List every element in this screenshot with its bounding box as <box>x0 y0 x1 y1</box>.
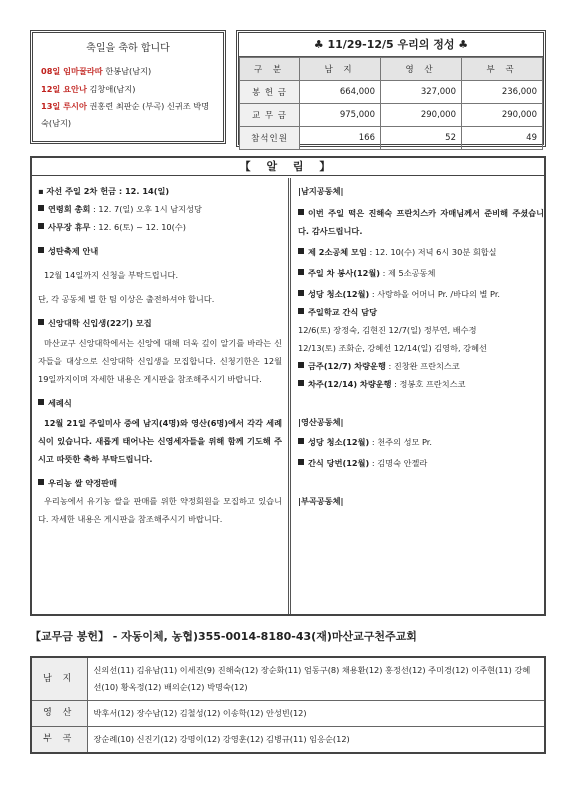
parish-meeting-item: 연령회 총회 : 12. 7(일) 오후 1시 남지성당 <box>38 200 282 218</box>
table-row <box>240 104 543 127</box>
bullet-square-icon <box>298 308 304 314</box>
feast-date-saint: 12일 요안나 <box>41 83 87 94</box>
row-label: 봉 헌 금 <box>240 81 300 104</box>
offerings-header: 구 분 <box>240 58 300 81</box>
college-text: 마산교구 신앙대학에서는 신앙에 대해 더욱 깊이 알기를 바라는 신자들을 대상으로 신앙대학 신입생을 모집합니다. 신청기한은 12월 19일까지이며 자세한 내용은 게시판을 참조해주시기 바랍니다. <box>38 338 282 384</box>
announcements-right-column <box>298 182 544 512</box>
offerings-header: 영 산 <box>381 58 462 81</box>
group-label: 남 지 <box>31 657 87 701</box>
cell-value: 975,000 <box>300 104 381 127</box>
college-title: 신앙대학 신입생(22기) 모집 <box>38 314 282 332</box>
feast-day-box <box>30 30 226 144</box>
namji-service-item: 주일 차 봉사(12월) : 제 5소공동체 <box>298 264 544 282</box>
christmas-title: 성탄축제 안내 <box>38 242 282 260</box>
namji-meeting-item: 제 2소공체 모임 : 12. 10(수) 저녁 6시 30분 회합실 <box>298 243 544 261</box>
cell-value: 290,000 <box>381 104 462 127</box>
rice-title: 우리농 쌀 약정판매 <box>38 474 282 492</box>
feast-date-saint: 08일 임마꿀라따 <box>41 66 103 76</box>
offerings-header-row <box>240 58 543 81</box>
bugok-group-title: |부곡공동체| <box>298 496 344 506</box>
yeongsan-group-title: |영산공동체| <box>298 417 344 427</box>
bullet-square-icon <box>38 223 44 229</box>
namji-snack-title: 주일학교 간식 담당 <box>298 303 544 321</box>
feast-title: 축일을 축하 합니다 <box>86 43 170 54</box>
bullet-square-icon <box>38 479 44 485</box>
namji-snack-line: 12/6(토) 장정숙, 김현진 12/7(일) 정부연, 배수정 <box>298 325 477 335</box>
contributor-names: 신의선(11) 김유남(11) 이세진(9) 진해숙(12) 장순화(11) 엄동구(8) 채용환(12) 홍정선(12) 주미경(12) 이주현(11) 강혜선(10) 황옥정(12) 배의순(12) 박명숙(12) <box>87 657 545 701</box>
second-collection-item: ▪ 자선 주일 2차 헌금 : 12. 14(일) <box>38 186 170 196</box>
group-label: 영 산 <box>31 701 87 727</box>
table-row <box>240 127 543 150</box>
yeongsan-snack-item: 간식 당번(12월) : 김명숙 안젤라 <box>298 454 544 472</box>
offerings-box <box>236 30 546 147</box>
group-label: 부 곡 <box>31 727 87 754</box>
feast-names: 한봉남(남지) <box>105 66 152 76</box>
cell-value: 290,000 <box>462 104 543 127</box>
announcements-header: 【 알 림 】 <box>32 158 544 176</box>
row-label: 참석인원 <box>240 127 300 150</box>
namji-snack-line: 12/13(토) 조화순, 강혜선 12/14(일) 김영하, 강혜선 <box>298 343 487 353</box>
table-row <box>31 701 545 727</box>
feast-line <box>41 81 215 99</box>
bullet-square-icon <box>298 438 304 444</box>
rice-text: 우리농에서 유기농 쌀을 판매를 위한 약정회원을 모집하고 있습니다. 자세한 내용은 게시판을 참조해주시기 바랍니다. <box>38 496 282 524</box>
cell-value: 166 <box>300 127 381 150</box>
feast-date-saint: 13일 루시아 <box>41 101 87 111</box>
namji-clean-item: 성당 청소(12월) : 사랑하올 어머니 Pr. /바다의 별 Pr. <box>298 285 544 303</box>
bullet-square-icon <box>298 269 304 275</box>
offerings-table <box>239 57 543 150</box>
announcements-left-column <box>38 182 282 528</box>
row-label: 교 무 금 <box>240 104 300 127</box>
table-row <box>31 657 545 701</box>
feast-line <box>41 98 215 132</box>
feast-names: 권홍련 최판순 (부곡) 신귀조 박명숙(남지) <box>41 101 210 128</box>
table-row <box>240 81 543 104</box>
contributor-names: 박후서(12) 장수남(12) 김철성(12) 이송학(12) 안성빈(12) <box>87 701 545 727</box>
bullet-square-icon <box>38 247 44 253</box>
cell-value: 49 <box>462 127 543 150</box>
bullet-square-icon <box>298 380 304 386</box>
cell-value: 236,000 <box>462 81 543 104</box>
bullet-square-icon <box>298 248 304 254</box>
baptism-text: 12월 21일 주일미사 중에 남지(4명)와 영산(6명)에서 각각 세례식이 있습니다. 새롭게 태어나는 신영세자들을 위해 함께 기도해 주시고 따뜻한 축하 부탁드립니다. <box>38 418 282 464</box>
bullet-square-icon <box>38 399 44 405</box>
bullet-square-icon <box>298 459 304 465</box>
column-divider <box>288 178 291 614</box>
announcements-box <box>30 156 546 616</box>
table-row <box>31 727 545 754</box>
cell-value: 664,000 <box>300 81 381 104</box>
christmas-text: 12월 14일까지 신청을 부탁드립니다. <box>44 270 179 280</box>
bullet-square-icon <box>298 362 304 368</box>
account-info: 【교무금 봉헌】 - 자동이체, 농협)355-0014-8180-43(재)마산교구천주교회 <box>30 630 417 643</box>
offerings-header: 부 곡 <box>462 58 543 81</box>
cell-value: 52 <box>381 127 462 150</box>
christmas-text-2: 단, 각 공동체 별 한 팀 이상은 출전하셔야 합니다. <box>38 294 215 304</box>
offerings-title: ♣ 11/29-12/5 우리의 정성 ♣ <box>239 33 543 57</box>
namji-drive-item: 차주(12/14) 차량운행 : 정봉호 프란치스코 <box>298 375 544 393</box>
yeongsan-clean-item: 성당 청소(12월) : 천주의 성모 Pr. <box>298 433 544 451</box>
feast-names: 김창애(남지) <box>89 83 136 94</box>
bullet-square-icon <box>298 209 304 215</box>
offerings-header: 남 지 <box>300 58 381 81</box>
cell-value: 327,000 <box>381 81 462 104</box>
namji-group-title: |남지공동체| <box>298 186 344 196</box>
bullet-square-icon <box>38 319 44 325</box>
feast-line <box>41 63 215 81</box>
office-hours-item: 사무장 휴무 : 12. 6(토) ~ 12. 10(수) <box>38 218 282 236</box>
bullet-square-icon <box>298 290 304 296</box>
baptism-title: 세례식 <box>38 394 282 412</box>
namji-drive-item: 금주(12/7) 차량운행 : 진창완 프란치스코 <box>298 357 544 375</box>
contributor-names: 장순례(10) 신진기(12) 강명이(12) 강영훈(12) 김병규(11) 임응순(12) <box>87 727 545 754</box>
contributors-table <box>30 656 546 754</box>
namji-flowers-item: 이번 주일 떡은 진해숙 프란치스카 자매님께서 준비해 주셨습니다. 감사드립니다. <box>298 208 544 236</box>
bullet-square-icon <box>38 205 44 211</box>
